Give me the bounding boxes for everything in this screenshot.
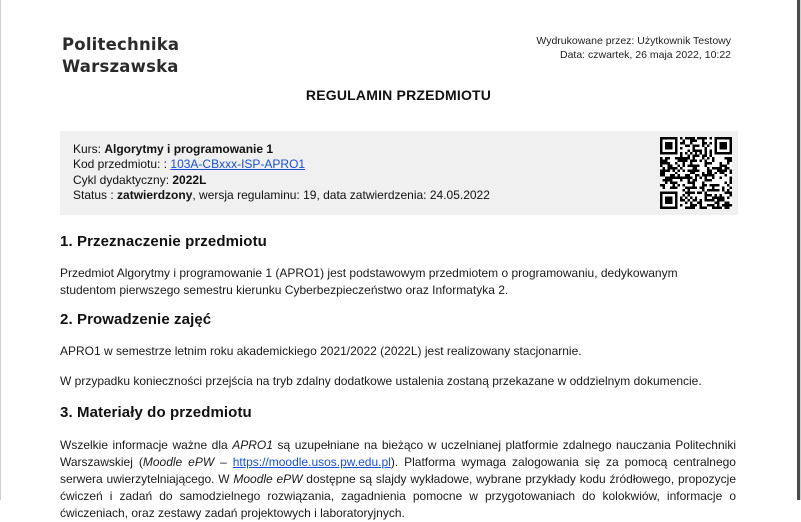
moodle-link[interactable]: https://moodle.usos.pw.edu.pl — [232, 455, 391, 469]
course-status-row — [73, 188, 490, 203]
scrollbar-edge[interactable] — [797, 0, 801, 500]
printed-by: Wydrukowane przez: Użytkownik Testowy — [536, 35, 731, 47]
course-cycle-row — [73, 173, 490, 188]
course-name-row — [73, 142, 490, 157]
print-info — [536, 34, 731, 62]
course-status-label: Status : — [73, 188, 118, 203]
course-cycle-value: 2022L — [172, 172, 207, 187]
s3-text-5: – — [214, 455, 233, 469]
qr-code-graphic — [660, 137, 732, 209]
course-details — [73, 142, 490, 204]
course-cycle-label: Cykl dydaktyczny: — [73, 172, 173, 187]
course-name-label: Kurs: — [73, 142, 105, 156]
section-3-heading: 3. Materiały do przedmiotu — [60, 404, 252, 421]
s3-platform-name-2: Moodle ePW — [233, 472, 303, 486]
section-1-paragraph: Przedmiot Algorytmy i programowanie 1 (APRO1) jest podstawowym przedmiotem o programowaniu, dedykowanym studentom pierwszego semestru kierunku Cyberbezpieczeństwo oraz Informatyka 2. — [60, 266, 678, 297]
course-info-box — [60, 131, 738, 215]
course-status-value: zatwierdzony — [117, 188, 193, 203]
course-code-row — [73, 157, 490, 172]
s3-text-6: ). Platforma wymaga zalogowania się za pomocą centralnego serwera uwierzytelniającego. W — [60, 455, 736, 486]
qr-modules — [660, 137, 732, 209]
logo-line-1: Politechnika — [62, 35, 180, 54]
print-date: Data: czwartek, 26 maja 2022, 10:22 — [559, 49, 731, 61]
section-2-heading: 2. Prowadzenie zajęć — [60, 311, 212, 328]
section-1-heading: 1. Przeznaczenie przedmiotu — [60, 233, 267, 250]
s3-course-abbrev: APRO1 — [232, 438, 273, 452]
course-name-value: Algorytmy i programowanie 1 — [104, 142, 274, 156]
s3-text-3: są uzupełniane na bieżąco w uczelnianej platformie zdalnego nauczania Politechniki Warszawskiej ( — [60, 438, 736, 469]
s3-platform-name: Moodle ePW — [142, 455, 215, 469]
qr-code — [660, 137, 732, 209]
course-code-label: Kod przedmiotu: : — [73, 157, 171, 172]
s3-text-1: Wszelkie informacje ważne dla — [60, 438, 233, 452]
section-2-paragraph-1: APRO1 w semestrze letnim roku akademickiego 2021/2022 (2022L) jest realizowany stacjonarnie. — [60, 344, 582, 358]
page-title: REGULAMIN PRZEDMIOTU — [305, 87, 492, 103]
logo-line-2: Warszawska — [62, 57, 179, 76]
course-status-details: , wersja regulaminu: 19, data zatwierdzenia: 24.05.2022 — [192, 188, 490, 203]
section-3-paragraph — [60, 437, 736, 522]
course-code-link[interactable]: 103A-CBxxx-ISP-APRO1 — [170, 157, 306, 172]
university-logo — [62, 34, 179, 78]
section-2-paragraph-2: W przypadku konieczności przejścia na tryb zdalny dodatkowe ustalenia zostaną przekazane w oddzielnym dokumencie. — [60, 374, 702, 388]
s3-text-8: dostępne są slajdy wykładowe, wybrane przykłady kodu źródłowego, propozycje ćwiczeń i zadań do samodzielnego rozwiązania, zagadnienia pomocne w przygotowaniach do kolokwiów, informacje o ćwiczeniach, oraz zestawy zadań projektowych i laboratoryjnych. — [60, 472, 736, 520]
